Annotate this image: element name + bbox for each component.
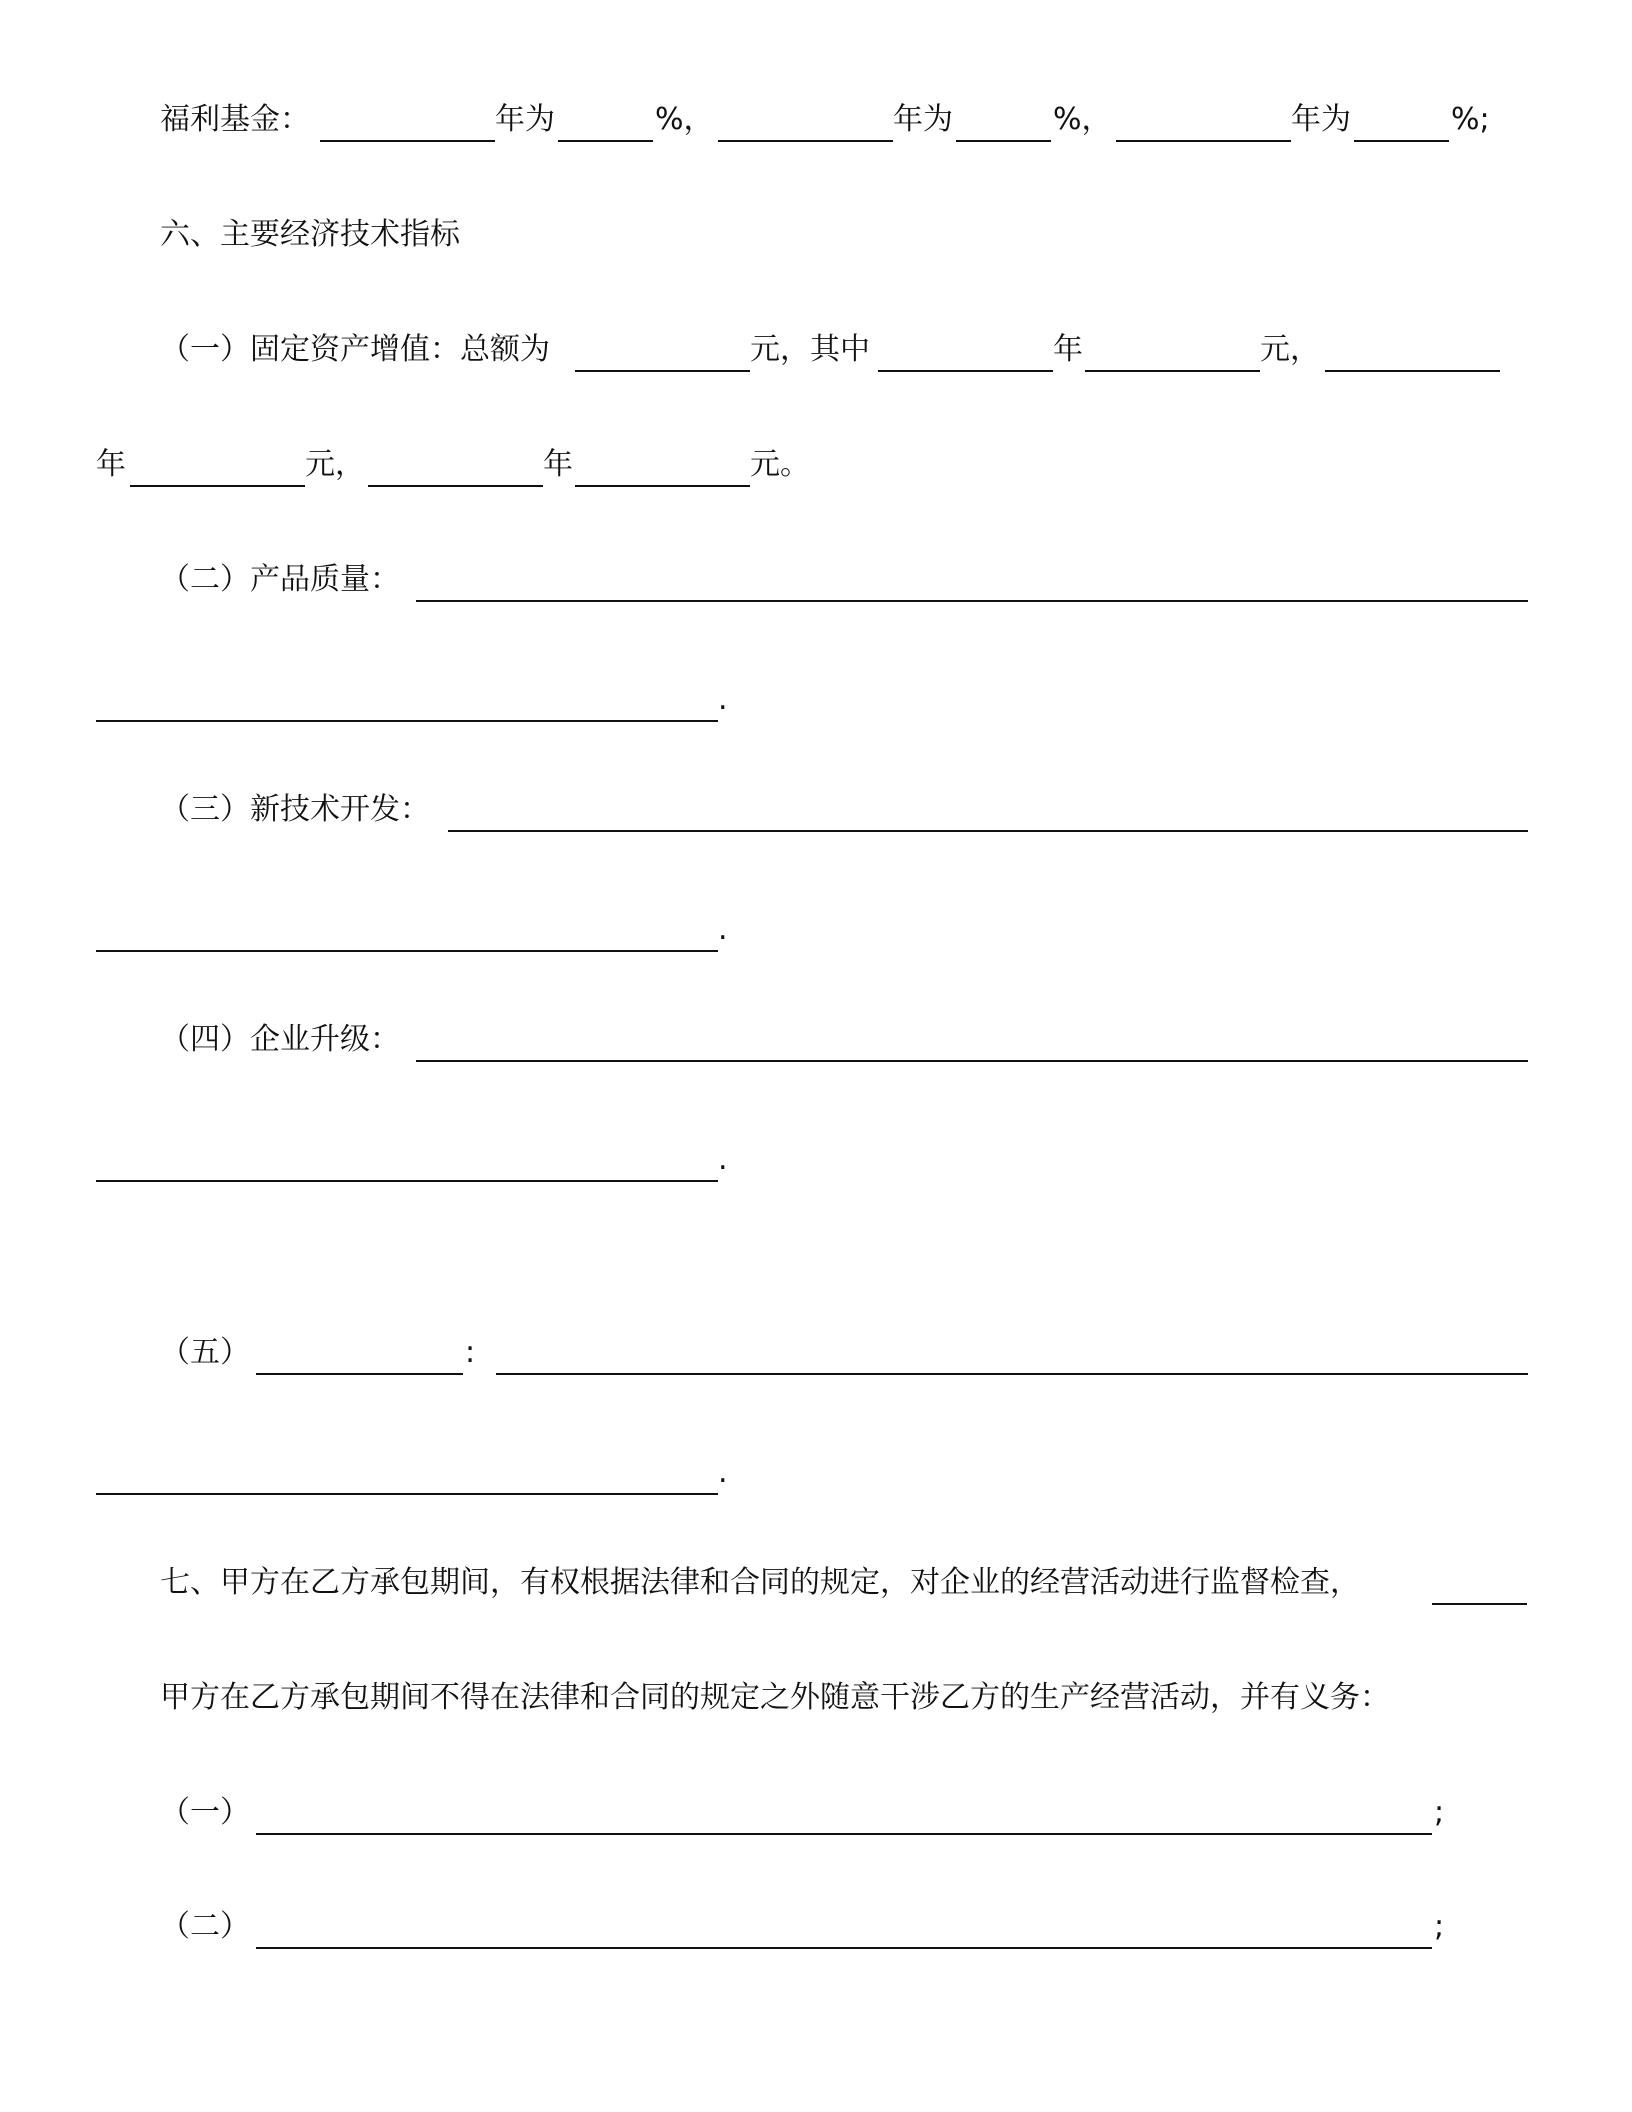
welfare-year-1-blank[interactable] — [320, 140, 495, 142]
item-5-content-blank[interactable] — [496, 1373, 1528, 1375]
enterprise-upgrade-continuation-blank[interactable] — [96, 1180, 718, 1182]
item-5-end: . — [718, 1455, 728, 1490]
welfare-percent-1-suffix: %， — [655, 102, 714, 137]
fixed-asset-nian-1: 年 — [1053, 332, 1083, 367]
welfare-year-2-blank[interactable] — [718, 140, 893, 142]
welfare-year-3-blank[interactable] — [1116, 140, 1291, 142]
fixed-asset-year-1-blank[interactable] — [878, 370, 1053, 372]
new-tech-blank[interactable] — [448, 830, 1528, 832]
fixed-asset-nian-2: 年 — [96, 447, 126, 482]
new-tech-label: （三）新技术开发： — [160, 792, 430, 827]
item-5-label: （五） — [160, 1335, 250, 1370]
new-tech-continuation-blank[interactable] — [96, 950, 718, 952]
fixed-asset-yuan-3: 元。 — [750, 447, 810, 482]
enterprise-upgrade-label: （四）企业升级： — [160, 1022, 400, 1057]
fixed-asset-amount-2-blank[interactable] — [130, 485, 305, 487]
fixed-asset-amount-1-blank[interactable] — [1085, 370, 1260, 372]
fixed-asset-label: （一）固定资产增值：总额为 — [160, 332, 550, 367]
welfare-year-for-2: 年为 — [893, 102, 953, 137]
fixed-asset-amount-3-blank[interactable] — [575, 485, 750, 487]
duty-2-end: ; — [1434, 1909, 1445, 1944]
duty-2-blank[interactable] — [256, 1947, 1432, 1949]
product-quality-continuation-blank[interactable] — [96, 720, 718, 722]
fixed-asset-yuan-1: 元， — [1260, 332, 1320, 367]
welfare-percent-2-suffix: %， — [1053, 102, 1112, 137]
fixed-asset-nian-3: 年 — [543, 447, 573, 482]
fixed-asset-yuan-qizhong: 元，其中 — [750, 332, 870, 367]
fixed-asset-year-3-blank[interactable] — [368, 485, 543, 487]
product-quality-blank[interactable] — [416, 600, 1528, 602]
welfare-fund-label: 福利基金： — [160, 102, 310, 137]
welfare-percent-3-suffix: %; — [1451, 102, 1490, 137]
product-quality-end: . — [718, 682, 728, 717]
duty-1-end: ; — [1434, 1795, 1445, 1830]
product-quality-label: （二）产品质量： — [160, 562, 400, 597]
fixed-asset-year-2-blank[interactable] — [1325, 370, 1500, 372]
item-5-colon: : — [465, 1335, 476, 1370]
welfare-percent-3-blank[interactable] — [1354, 140, 1449, 142]
item-5-continuation-blank[interactable] — [96, 1493, 718, 1495]
section-7-line-2: 甲方在乙方承包期间不得在法律和合同的规定之外随意干涉乙方的生产经营活动，并有义务： — [160, 1680, 1390, 1715]
duty-2-label: （二） — [160, 1909, 250, 1944]
enterprise-upgrade-blank[interactable] — [416, 1060, 1528, 1062]
duty-1-label: （一） — [160, 1795, 250, 1830]
welfare-year-for-1: 年为 — [495, 102, 555, 137]
welfare-percent-2-blank[interactable] — [956, 140, 1051, 142]
new-tech-end: . — [718, 912, 728, 947]
fixed-asset-yuan-2: 元， — [305, 447, 365, 482]
fixed-asset-total-blank[interactable] — [575, 370, 750, 372]
section-7-line-1-blank[interactable] — [1432, 1603, 1527, 1605]
section-6-heading: 六、主要经济技术指标 — [160, 217, 460, 252]
duty-1-blank[interactable] — [256, 1833, 1432, 1835]
welfare-percent-1-blank[interactable] — [558, 140, 653, 142]
welfare-year-for-3: 年为 — [1291, 102, 1351, 137]
section-7-line-1: 七、甲方在乙方承包期间，有权根据法律和合同的规定，对企业的经营活动进行监督检查， — [160, 1565, 1360, 1600]
enterprise-upgrade-end: . — [718, 1142, 728, 1177]
item-5-name-blank[interactable] — [256, 1373, 463, 1375]
